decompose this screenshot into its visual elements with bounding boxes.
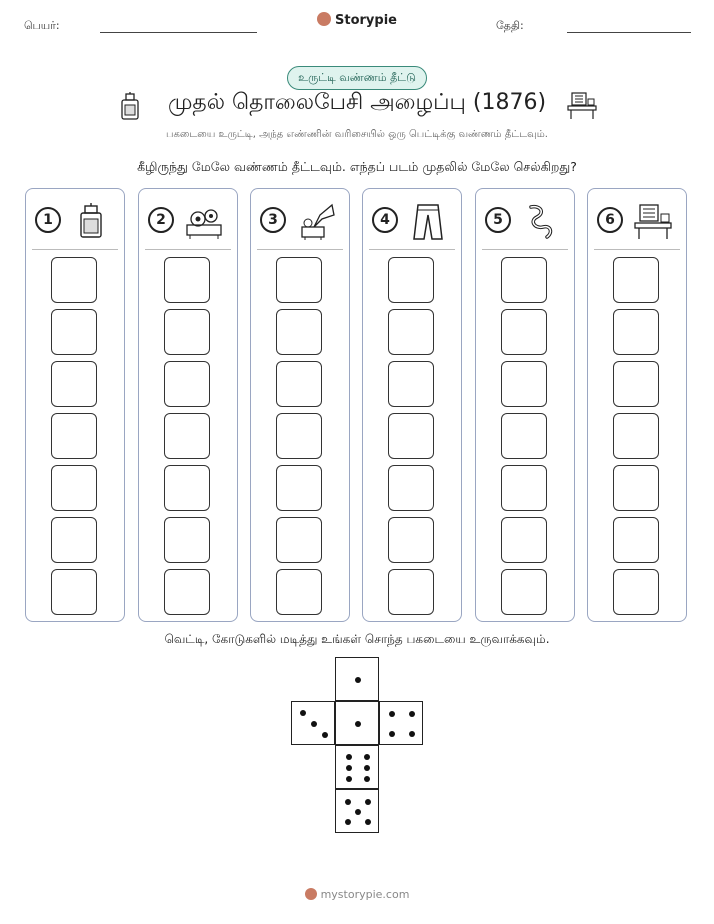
column-number: 1 [35,207,61,233]
color-box[interactable] [388,413,434,459]
color-box[interactable] [164,361,210,407]
color-box[interactable] [51,309,97,355]
color-box[interactable] [613,569,659,615]
color-box[interactable] [276,257,322,303]
dice-column-2 [138,188,238,622]
footer [0,888,714,901]
dice-pip [364,765,370,771]
dice-pip [300,710,306,716]
question-text: கீழிருந்து மேலே வண்ணம் தீட்டவும். எந்தப் படம் முதலில் மேலே செல்கிறது? [137,159,577,174]
dice-pip [346,765,352,771]
dice-pip [345,819,351,825]
dice-pip [409,731,415,737]
gramophone-icon [296,201,336,241]
workbench-icon [633,201,673,241]
color-box[interactable] [501,517,547,563]
trousers-icon [408,201,448,241]
column-divider [482,249,568,250]
workbench-icon [566,90,598,120]
activity-badge: உருட்டி வண்ணம் தீட்டு [287,66,427,90]
color-box[interactable] [164,257,210,303]
storypie-logo-icon [305,888,317,900]
column-number: 5 [485,207,511,233]
dice-pip [322,732,328,738]
color-box[interactable] [388,361,434,407]
color-box[interactable] [164,309,210,355]
column-number: 2 [148,207,174,233]
instructions-subtitle: பகடையை உருட்டி, அந்த எண்ணின் வரிசையில் ஒரு பெட்டிக்கு வண்ணம் தீட்டவும். [166,129,548,140]
dice-face-3 [291,701,335,745]
color-box[interactable] [51,569,97,615]
column-number: 4 [372,207,398,233]
color-box[interactable] [613,361,659,407]
column-divider [369,249,455,250]
dice-pip [389,731,395,737]
color-box[interactable] [164,413,210,459]
color-box[interactable] [501,257,547,303]
dice-column-4 [362,188,462,622]
color-box[interactable] [51,465,97,511]
color-box[interactable] [388,465,434,511]
brand-logo [0,12,714,28]
brand-name: Storypie [335,13,397,28]
column-number: 6 [597,207,623,233]
date-label: தேதி: [496,19,524,32]
page-title: முதல் தொலைபேசி அழைப்பு (1876) [167,90,547,115]
name-field-line[interactable] [100,32,257,33]
column-number: 3 [260,207,286,233]
color-box[interactable] [276,361,322,407]
dice-column-5 [475,188,575,622]
color-box[interactable] [613,257,659,303]
dice-pip [364,776,370,782]
storypie-logo-icon [317,12,331,26]
dice-face-1 [335,657,379,701]
color-box[interactable] [613,413,659,459]
column-divider [257,249,343,250]
column-divider [594,249,680,250]
color-box[interactable] [164,465,210,511]
color-box[interactable] [276,465,322,511]
color-box[interactable] [501,309,547,355]
color-box[interactable] [388,309,434,355]
color-box[interactable] [51,413,97,459]
color-box[interactable] [501,361,547,407]
dice-pip [355,721,361,727]
color-box[interactable] [51,517,97,563]
color-box[interactable] [388,517,434,563]
dice-column-3 [250,188,350,622]
color-box[interactable] [388,257,434,303]
color-box[interactable] [276,413,322,459]
color-box[interactable] [388,569,434,615]
battery-jar-icon [71,201,111,241]
dice-pip [365,819,371,825]
color-box[interactable] [276,569,322,615]
dice-pip [355,677,361,683]
date-field-line[interactable] [567,32,691,33]
color-box[interactable] [501,413,547,459]
column-divider [145,249,231,250]
color-box[interactable] [51,361,97,407]
dice-column-6 [587,188,687,622]
dice-column-1 [25,188,125,622]
wire-icon [521,201,561,241]
dice-face-4 [379,701,423,745]
color-box[interactable] [501,465,547,511]
machine-gears-icon [184,201,224,241]
color-box[interactable] [276,517,322,563]
cut-instruction: வெட்டி, கோடுகளில் மடித்து உங்கள் சொந்த பகடையை உருவாக்கவும். [164,632,550,646]
dice-pip [389,711,395,717]
dice-pip [409,711,415,717]
dice-pip [346,776,352,782]
name-label: பெயர்: [24,19,60,32]
color-box[interactable] [613,465,659,511]
dice-pip [345,799,351,805]
column-divider [32,249,118,250]
dice-face-1 [335,701,379,745]
footer-url[interactable]: mystorypie.com [320,888,410,901]
dice-pip [311,721,317,727]
dice-face-5 [335,789,379,833]
color-box[interactable] [613,309,659,355]
color-box[interactable] [613,517,659,563]
dice-pip [364,754,370,760]
dice-pip [346,754,352,760]
color-box[interactable] [276,309,322,355]
color-box[interactable] [501,569,547,615]
color-box[interactable] [164,517,210,563]
dice-pip [355,809,361,815]
color-box[interactable] [51,257,97,303]
dice-face-6 [335,745,379,789]
dice-pip [365,799,371,805]
color-box[interactable] [164,569,210,615]
